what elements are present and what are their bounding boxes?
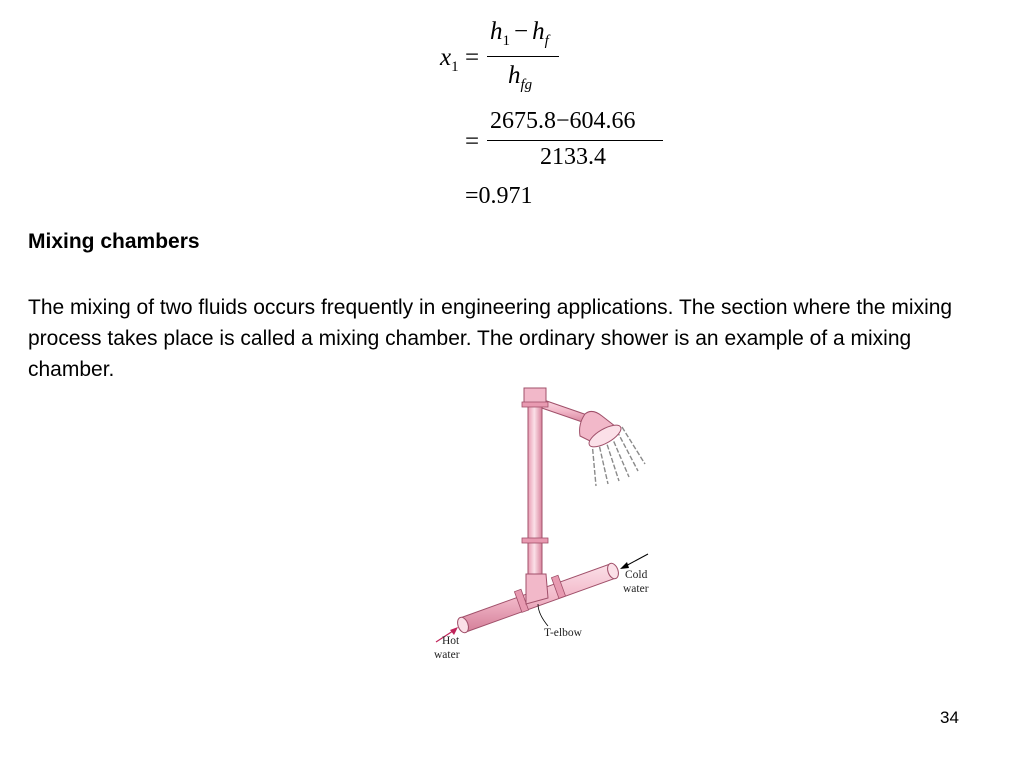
t-elbow-label: T-elbow: [544, 627, 582, 639]
hot-label-line2: water: [434, 649, 460, 661]
cold-label-line1: Cold: [625, 569, 648, 581]
result: =0.971: [465, 183, 533, 209]
middle-coupling: [522, 538, 548, 543]
body-paragraph: The mixing of two fluids occurs frequently in engineering applications. The section where the mixing process takes place is called a mixing chamber. The ordinary shower is an example of a mixing chamber.: [28, 296, 953, 381]
fraction-1-denominator: hfg: [508, 62, 533, 93]
equals-sign-2: =: [465, 128, 480, 155]
cold-water-arrow: [620, 554, 648, 569]
fraction-bar-2: [487, 140, 663, 141]
fraction-bar-1: [487, 56, 559, 57]
equation-lhs: x1: [440, 44, 459, 75]
equals-sign-1: =: [465, 44, 480, 71]
fraction-2-denominator: 2133.4: [540, 144, 606, 170]
fraction-2-numerator: 2675.8−604.66: [490, 108, 636, 134]
vertical-pipe: [528, 396, 542, 576]
top-coupling: [522, 402, 548, 407]
shower-mixing-chamber-figure: [420, 378, 670, 668]
cold-label-line2: water: [623, 583, 649, 595]
fraction-1-numerator: h1 − hf: [490, 18, 549, 49]
hot-label-line1: Hot: [442, 635, 460, 647]
t-elbow-leader: [538, 604, 548, 626]
page-number: 34: [940, 708, 959, 727]
section-heading: Mixing chambers: [28, 230, 200, 253]
